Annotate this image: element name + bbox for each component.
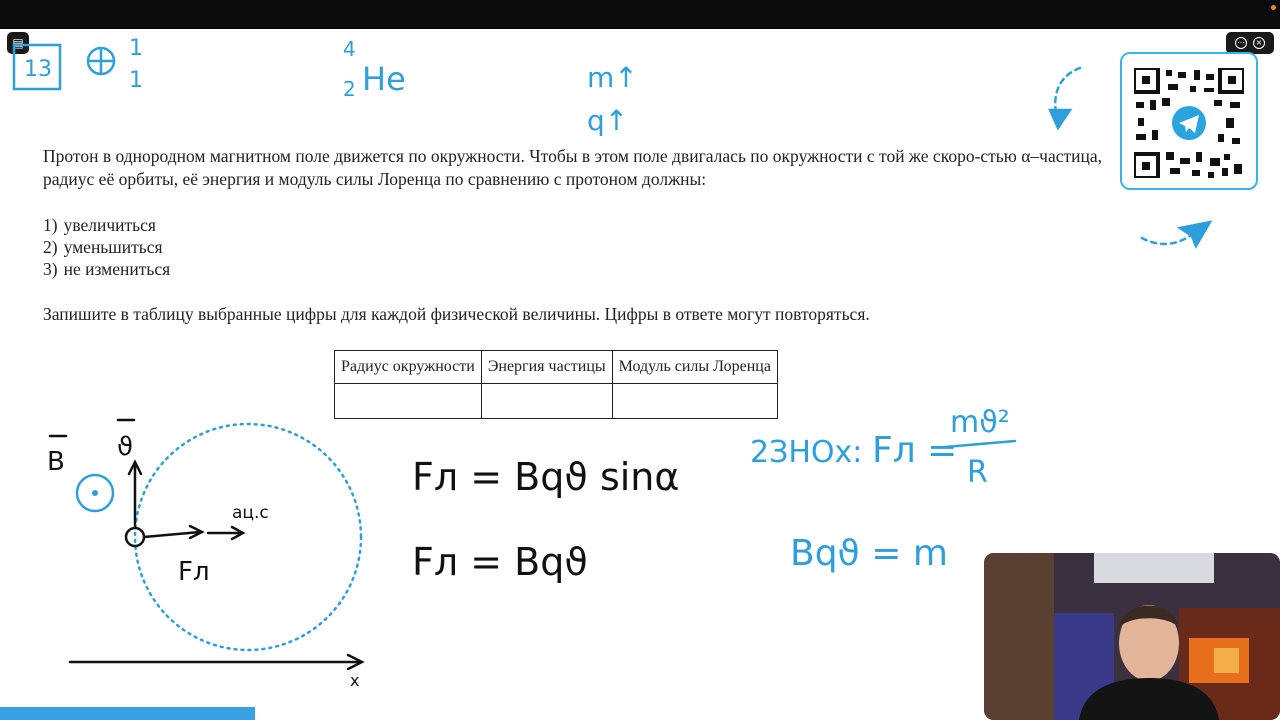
proton-mass-number: 1 <box>129 36 143 61</box>
paper-plane-icon <box>1180 222 1210 246</box>
problem-number: 13 <box>24 57 52 82</box>
equation-bqv: Bqϑ = m <box>790 533 948 574</box>
header-lorentz: Модуль силы Лоренца <box>612 351 777 384</box>
lorentz-formula: Fл = Bqϑ <box>412 540 588 584</box>
mass-increase-note: m↑ <box>587 61 638 94</box>
telegram-qr-code[interactable] <box>1120 52 1258 190</box>
problem-text: Протон в однородном магнитном поле движется по окружности. Чтобы в этом поле двигалась по окружности с той же скоро-стью α–частица, радиус её орбиты, её энергия и модуль силы Лоренца по сравнению с протоном должны: <box>43 146 1103 189</box>
newton-denominator: R <box>967 455 988 490</box>
qr-code-icon <box>1134 68 1244 178</box>
helium-mass-number: 4 <box>343 37 356 61</box>
instruction-text: Запишите в таблицу выбранные цифры для каждой физической величины. Цифры в ответе могут повторяться. <box>43 304 870 324</box>
presenter-video-frame <box>984 553 1280 720</box>
charge-increase-note: q↑ <box>587 104 629 137</box>
webcam-video <box>984 553 1280 720</box>
more-icon[interactable]: ⋯ <box>1237 38 1245 47</box>
option-item: 2) уменьшиться <box>43 237 163 257</box>
field-label-B: B <box>47 447 65 477</box>
option-item: 3) не измениться <box>43 259 171 279</box>
lorentz-formula-full: Fл = Bqϑ sinα <box>412 455 680 499</box>
x-axis-label: x <box>350 671 360 690</box>
progress-bar <box>0 707 255 720</box>
sidebar-icon[interactable]: ▤ <box>7 32 29 54</box>
force-label: Fл <box>178 557 210 587</box>
velocity-label: ϑ <box>117 432 134 462</box>
acceleration-label: aц.с <box>232 503 269 523</box>
helium-charge-number: 2 <box>343 77 356 101</box>
newton-numerator: mϑ² <box>950 405 1010 440</box>
newton-law-label: 2ЗНОх: <box>750 435 863 470</box>
helium-symbol: He <box>362 60 406 98</box>
option-item: 1) увеличиться <box>43 215 156 235</box>
header-energy: Энергия частицы <box>481 351 612 384</box>
newton-lhs: Fл = <box>872 430 958 471</box>
close-icon[interactable]: × <box>1253 37 1265 49</box>
orbit-circle <box>135 424 361 650</box>
proton-charge-number: 1 <box>129 68 143 93</box>
header-radius: Радиус окружности <box>335 351 482 384</box>
proton-particle <box>126 528 144 546</box>
